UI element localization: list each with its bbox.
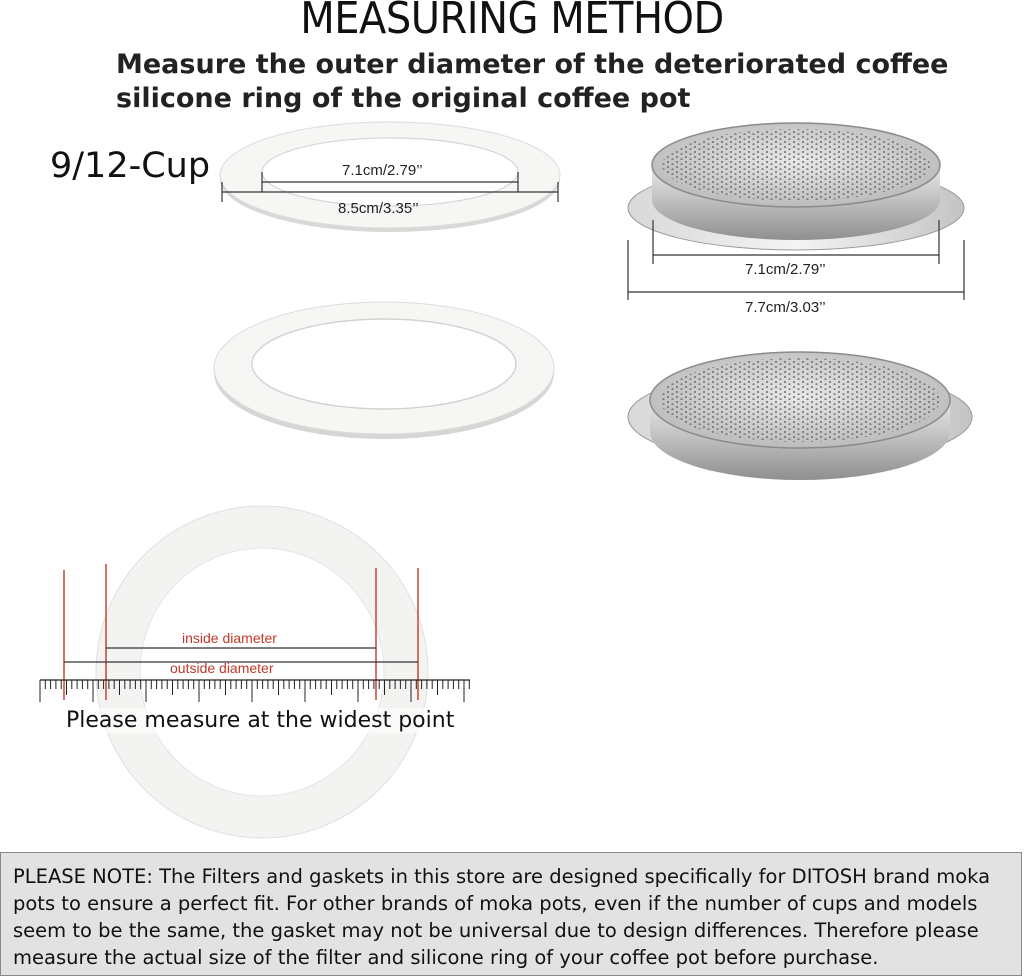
- gasket-inner-diameter: 7.1cm/2.79’’: [342, 162, 423, 179]
- filter-top: [628, 123, 964, 250]
- filter-inner-diameter: 7.1cm/2.79’’: [745, 261, 826, 278]
- filter-middle: [628, 352, 972, 480]
- page-title: MEASURING METHOD: [300, 0, 724, 44]
- purchase-note: PLEASE NOTE: The Filters and gaskets in this store are designed specifically for DITOSH brand moka pots to ensure a perfect fit. For other brands of moka pots, even if the number of cups and models seem to be the same, the gasket may not be universal due to design differences. Therefore please measure the actual size of the filter and silicone ring of your coffee pot before purchase.: [0, 852, 1022, 976]
- gasket-outer-diameter: 8.5cm/3.35’’: [338, 200, 419, 217]
- filter-outer-diameter: 7.7cm/3.03’’: [745, 299, 826, 316]
- gasket-middle: [214, 302, 554, 439]
- cup-size-label: 9/12-Cup: [50, 146, 211, 186]
- measure-instruction: Please measure at the widest point: [66, 708, 455, 733]
- subtitle: Measure the outer diameter of the deteriorated coffee silicone ring of the original coffee pot: [116, 49, 949, 114]
- inside-diameter-label: inside diameter: [182, 630, 277, 646]
- outside-diameter-label: outside diameter: [170, 660, 274, 676]
